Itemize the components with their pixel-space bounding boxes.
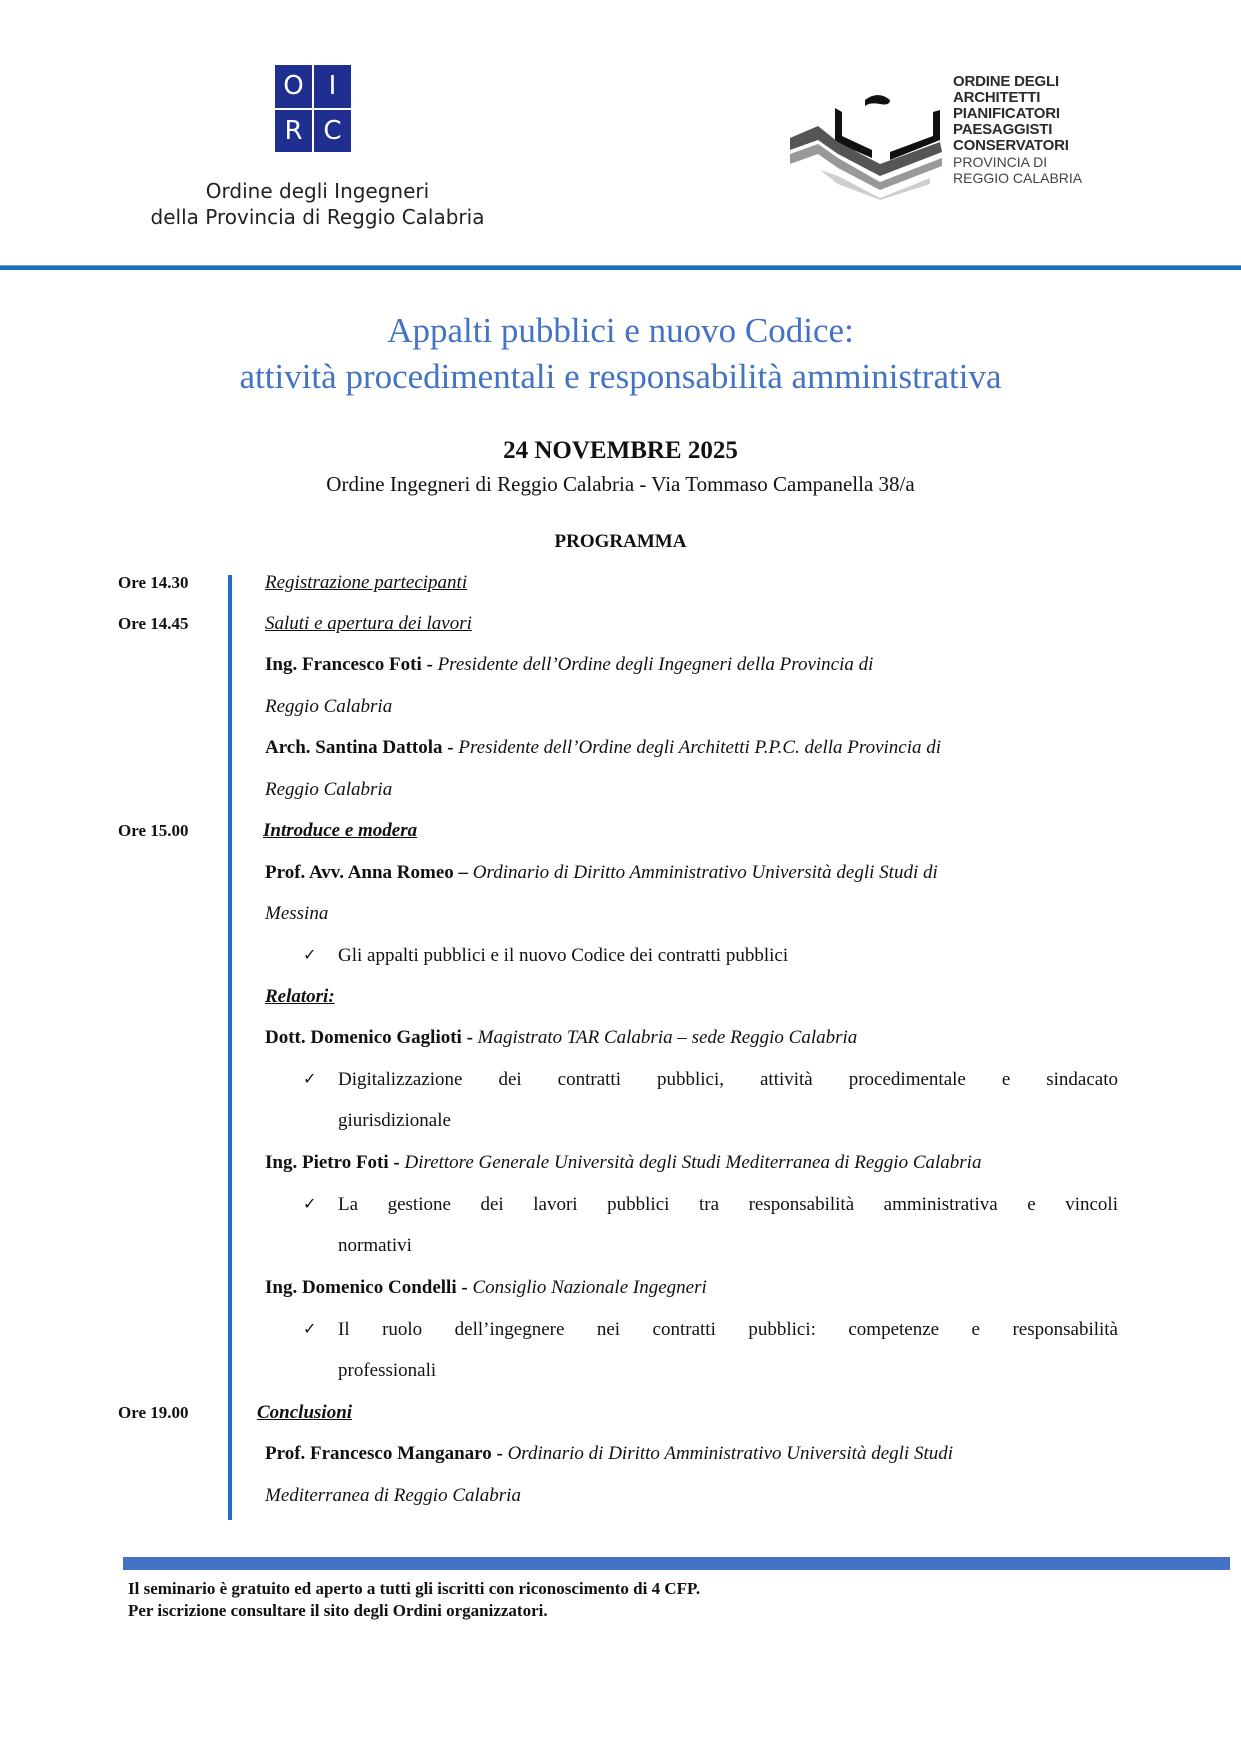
moderator-section-label: Introduce e modera [263, 820, 418, 841]
speaker-3-role: Consiglio Nazionale Ingegneri [472, 1277, 707, 1298]
time-1445: Ore 14.45 [118, 614, 189, 633]
speaker-3-topic-cont: professionali [338, 1360, 437, 1381]
footer-divider [123, 1557, 1230, 1570]
logo-letter-c: C [314, 110, 351, 153]
greeter-1-name: Ing. Francesco Foti [265, 654, 422, 675]
oirc-logo [275, 65, 351, 152]
greeter-2-role-cont: Reggio Calabria [265, 779, 393, 800]
footer-line2: Per iscrizione consultare il sito degli Ordini organizzatori. [128, 1601, 548, 1620]
architects-order-name [953, 74, 1082, 186]
event-title-line2: attività procedimentali e responsabilità amministrativa [239, 357, 1002, 396]
event-venue: Ordine Ingegneri di Reggio Calabria - Via Tommaso Campanella 38/a [326, 472, 915, 496]
greeter-1-role-cont: Reggio Calabria [265, 696, 393, 717]
greeter-2: Arch. Santina Dattola - Presidente dell’Ordine degli Architetti P.P.C. della Provincia di [265, 737, 942, 758]
greetings-item [265, 613, 472, 635]
architects-line2: ARCHITETTI [953, 89, 1041, 106]
speaker-1: Dott. Domenico Gaglioti - Magistrato TAR Calabria – sede Reggio Calabria [265, 1027, 858, 1048]
moderator-topic [303, 945, 789, 967]
speaker-1-topic-cont: giurisdizionale [338, 1110, 451, 1131]
speaker-2-role: Direttore Generale Università degli Studi Mediterranea di Reggio Calabria [404, 1152, 982, 1173]
speaker-2-topic-text: La gestione dei lavori pubblici tra responsabilità amministrativa e vincoli [338, 1194, 1118, 1215]
greeter-2-role: Presidente dell’Ordine degli Architetti P.P.C. della Provincia di [458, 737, 942, 758]
moderator-section [263, 820, 417, 842]
conclusions-speaker-name: Prof. Francesco Manganaro [265, 1443, 492, 1464]
speaker-2-topic [303, 1194, 1118, 1216]
header-divider [0, 265, 1241, 270]
logo-letter-r: R [275, 110, 312, 153]
speaker-3-topic [303, 1319, 1118, 1341]
greeter-1: Ing. Francesco Foti - Presidente dell’Ordine degli Ingegneri della Provincia di [265, 654, 874, 675]
registration-label: Registrazione partecipanti [265, 572, 468, 593]
speaker-1-role: Magistrato TAR Calabria – sede Reggio Calabria [477, 1027, 858, 1048]
footer-note [128, 1578, 700, 1622]
time-1430: Ore 14.30 [118, 573, 189, 592]
speaker-1-name: Dott. Domenico Gaglioti [265, 1027, 462, 1048]
architects-line3: PIANIFICATORI [953, 105, 1060, 122]
check-icon: ✓ [303, 1319, 317, 1338]
speakers-section [265, 986, 335, 1008]
event-title-line1: Appalti pubblici e nuovo Codice: [387, 311, 854, 350]
speaker-3: Ing. Domenico Condelli - Consiglio Nazionale Ingegneri [265, 1277, 707, 1298]
event-date: 24 NOVEMBRE 2025 [503, 437, 738, 464]
engineers-order-line2: della Provincia di Reggio Calabria [150, 205, 485, 229]
speaker-2: Ing. Pietro Foti - Direttore Generale Università degli Studi Mediterranea di Reggio Calabria [265, 1152, 982, 1173]
moderator-name: Prof. Avv. Anna Romeo [265, 862, 454, 883]
program-heading: PROGRAMMA [554, 531, 687, 552]
check-icon: ✓ [303, 1194, 317, 1213]
architects-line6: PROVINCIA DI [953, 154, 1048, 170]
architects-logo-icon [790, 90, 950, 200]
time-1500: Ore 15.00 [118, 821, 189, 840]
greetings-label: Saluti e apertura dei lavori [265, 613, 472, 634]
speaker-2-name: Ing. Pietro Foti [265, 1152, 389, 1173]
speaker-2-topic-cont: normativi [338, 1235, 412, 1256]
conclusions-speaker: Prof. Francesco Manganaro - Ordinario di Diritto Amministrativo Università degli Studi [265, 1443, 954, 1464]
registration-item [265, 572, 467, 594]
architects-line7: REGGIO CALABRIA [953, 170, 1083, 186]
architects-line5: CONSERVATORI [953, 137, 1069, 154]
logo-letter-o: O [275, 65, 312, 108]
event-title [0, 308, 1241, 400]
timeline-bar [228, 575, 232, 1520]
engineers-order-line1: Ordine degli Ingegneri [205, 179, 430, 203]
time-1900: Ore 19.00 [118, 1403, 189, 1422]
moderator-topic-text: Gli appalti pubblici e il nuovo Codice dei contratti pubblici [338, 945, 789, 966]
footer-line1: Il seminario è gratuito ed aperto a tutti gli iscritti con riconoscimento di 4 CFP. [128, 1579, 701, 1598]
check-icon: ✓ [303, 1069, 317, 1088]
moderator-role-cont: Messina [265, 903, 329, 924]
speaker-1-topic-text: Digitalizzazione dei contratti pubblici, attività procedimentale e sindacato [338, 1069, 1118, 1090]
check-icon: ✓ [303, 945, 317, 964]
conclusions-section-label: Conclusioni [257, 1402, 353, 1423]
conclusions-speaker-role: Ordinario di Diritto Amministrativo Università degli Studi [507, 1443, 954, 1464]
greeter-2-name: Arch. Santina Dattola [265, 737, 443, 758]
moderator: Prof. Avv. Anna Romeo – Ordinario di Diritto Amministrativo Università degli Studi di [265, 862, 938, 883]
logo-letter-i: I [314, 65, 351, 108]
speaker-3-topic-text: Il ruolo dell’ingegnere nei contratti pubblici: competenze e responsabilità [338, 1319, 1118, 1340]
architects-line4: PAESAGGISTI [953, 121, 1053, 138]
conclusions-speaker-role-cont: Mediterranea di Reggio Calabria [265, 1485, 521, 1506]
greeter-1-role: Presidente dell’Ordine degli Ingegneri della Provincia di [437, 654, 874, 675]
speakers-section-label: Relatori: [265, 986, 335, 1007]
moderator-role: Ordinario di Diritto Amministrativo Università degli Studi di [472, 862, 938, 883]
conclusions-section [257, 1402, 352, 1424]
speaker-3-name: Ing. Domenico Condelli [265, 1277, 457, 1298]
engineers-order-name [110, 178, 525, 230]
speaker-1-topic [303, 1069, 1118, 1091]
architects-line1: ORDINE DEGLI [953, 73, 1059, 90]
